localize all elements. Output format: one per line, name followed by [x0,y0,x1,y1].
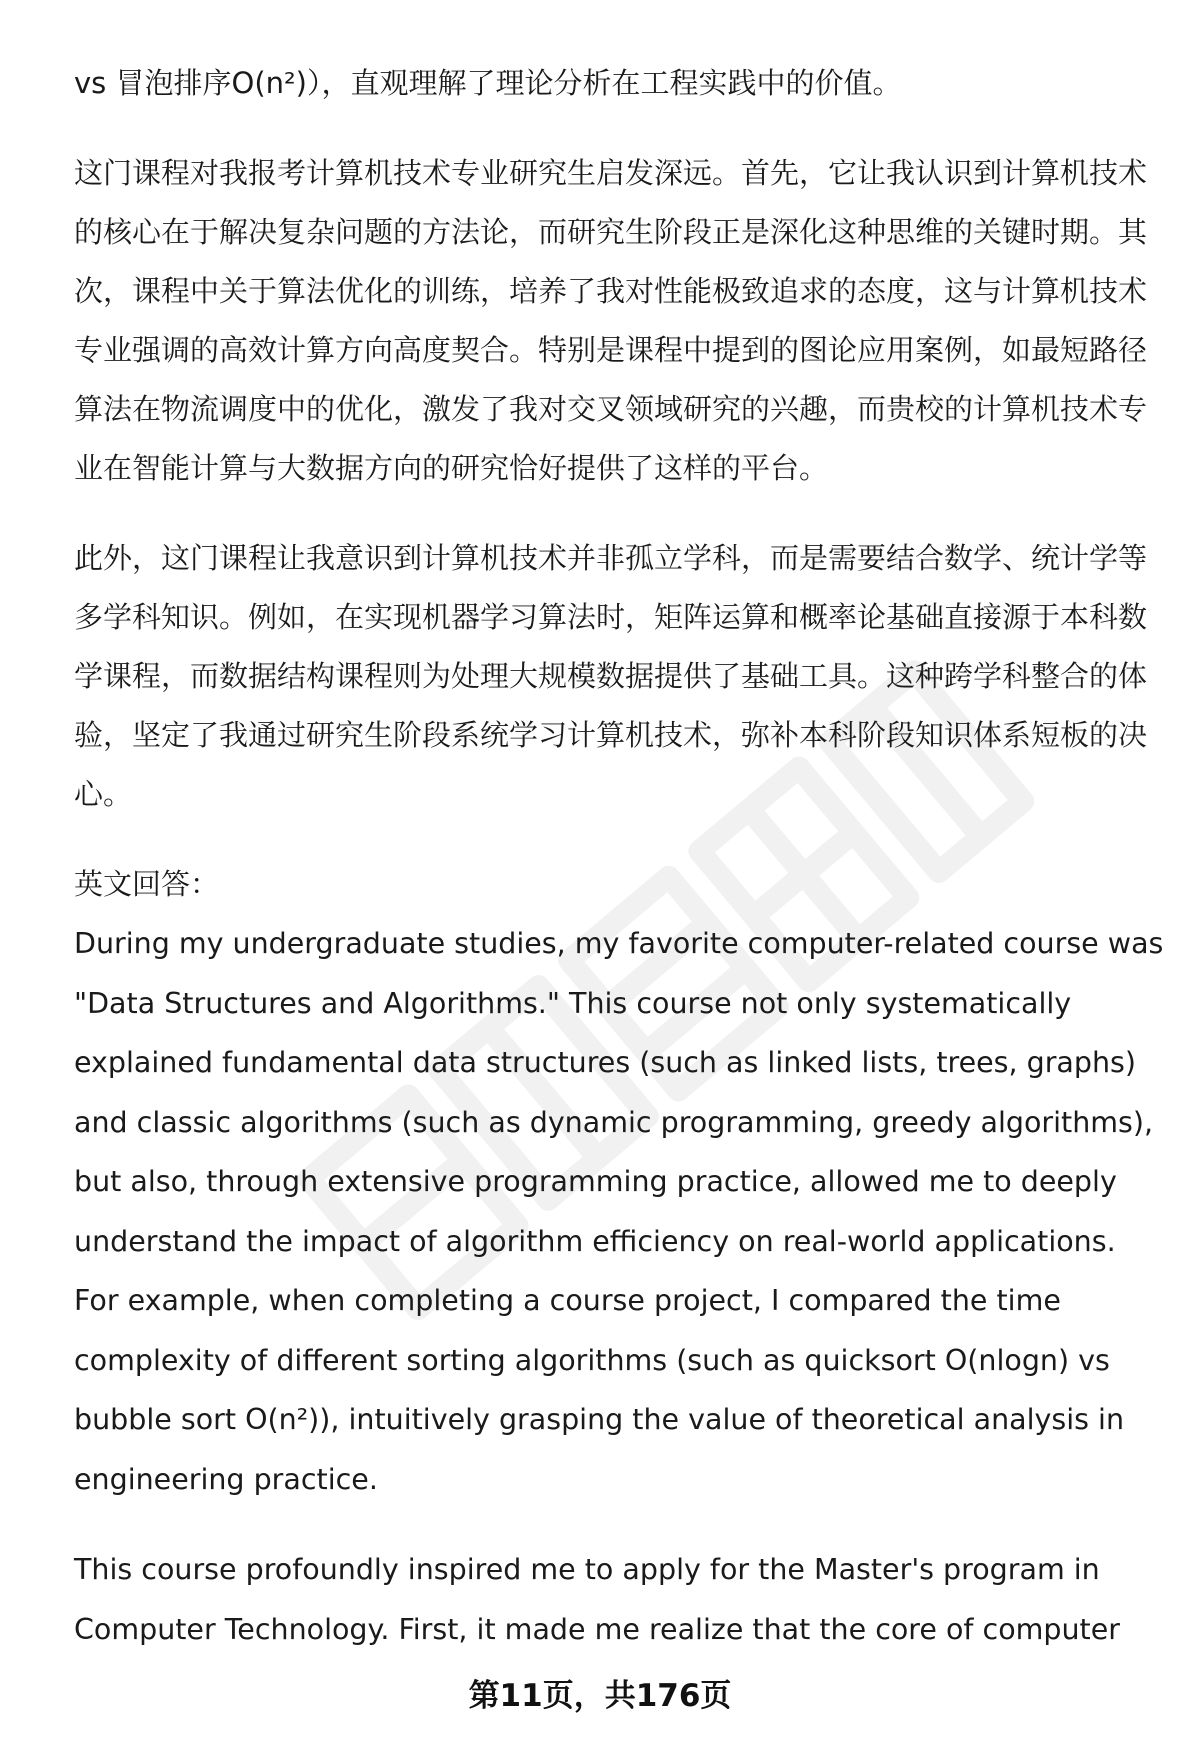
paragraph-gap [74,1509,1168,1540]
document-body [74,54,1168,1659]
paragraph-en-2: This course profoundly inspired me to apply for the Master's program in Computer Technology. First, it made me realize that the core of computer [74,1553,1120,1646]
paragraph-gap [74,824,1168,855]
page-number-footer: 第11页，共176页 [468,1678,732,1714]
paragraph-gap [74,498,1168,529]
paragraph-gap [74,113,1168,144]
paragraph-zh-1: vs 冒泡排序O(n²)），直观理解了理论分析在工程实践中的价值。 [74,66,902,100]
paragraph-zh-2: 这门课程对我报考计算机技术专业研究生启发深远。首先，它让我认识到计算机技术的核心在于解决复杂问题的方法论，而研究生阶段正是深化这种思维的关键时期。其次，课程中关于算法优化的训练，培养了我对性能极致追求的态度，这与计算机技术专业强调的高效计算方向高度契合。特别是课程中提到的图论应用案例，如最短路径算法在物流调度中的优化，激发了我对交叉领域研究的兴趣，而贵校的计算机技术专业在智能计算与大数据方向的研究恰好提供了这样的平台。 [74,156,1148,485]
paragraph-zh-3: 此外，这门课程让我意识到计算机技术并非孤立学科，而是需要结合数学、统计学等多学科知识。例如，在实现机器学习算法时，矩阵运算和概率论基础直接源于本科数学课程，而数据结构课程则为处理大规模数据提供了基础工具。这种跨学科整合的体验，坚定了我通过研究生阶段系统学习计算机技术，弥补本科阶段知识体系短板的决心。 [74,541,1148,811]
paragraph-en-1: During my undergraduate studies, my favorite computer-related course was "Data Structures and Algorithms." This course not only systematically explained fundamental data structures (such as linked lists, trees, graphs) and classic algorithms (such as dynamic programming, greedy algorithms), but also, through extensive programming practice, allowed me to deeply understand the impact of algorithm efficiency on real-world applications. For example, when completing a course project, I compared the time complexity of different sorting algorithms (such as quicksort O(nlogn) vs bubble sort O(n²)), intuitively grasping the value of theoretical analysis in engineering practice. [74,927,1164,1496]
english-answer-heading: 英文回答： [74,867,220,901]
